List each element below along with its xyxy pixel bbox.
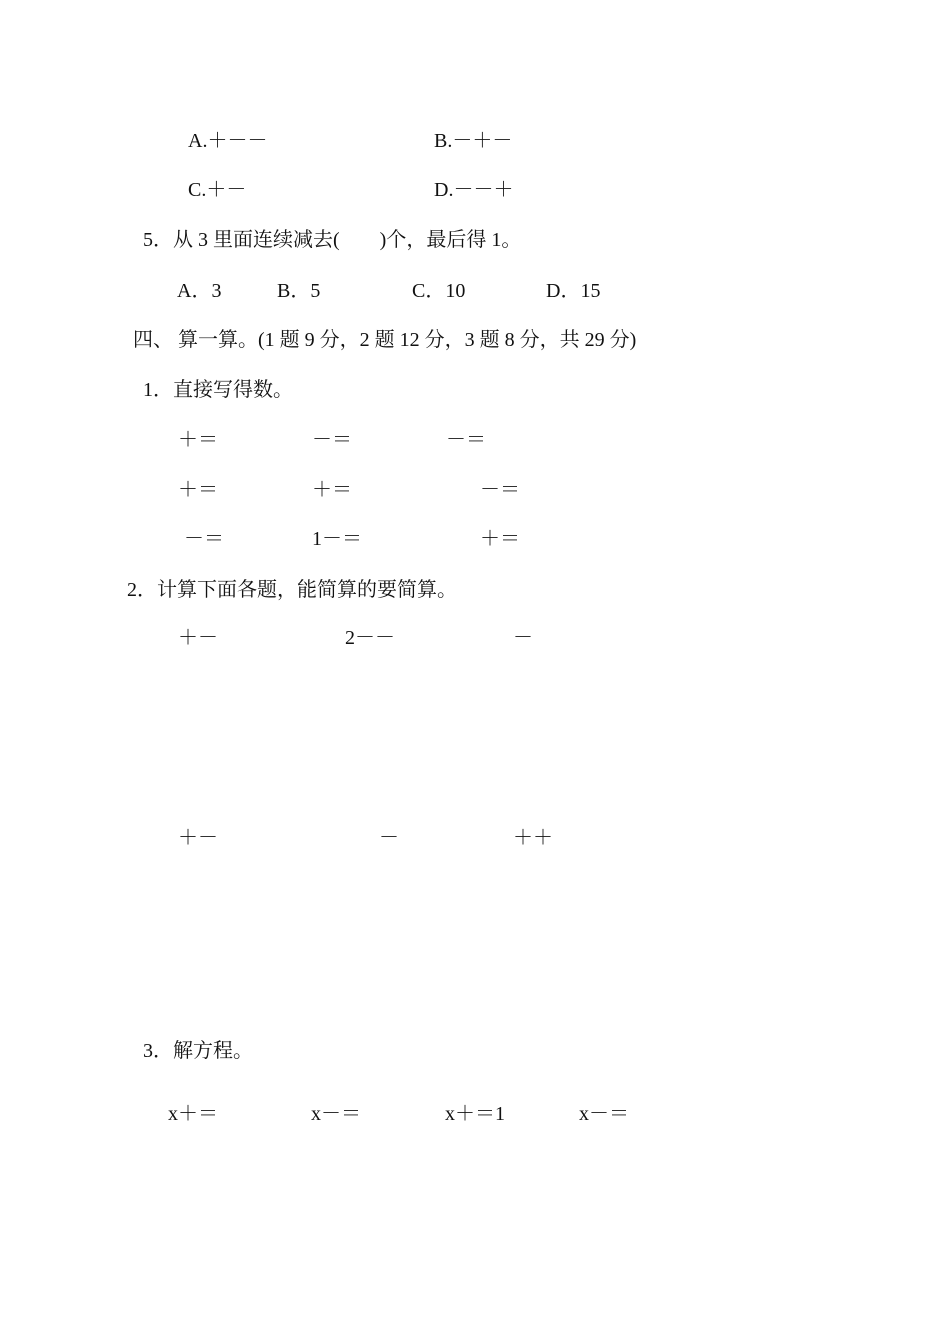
q4-option-d: D.－－＋ — [434, 179, 514, 201]
sub1-item: －＝ — [312, 429, 352, 451]
sub1-title: 1．直接写得数。 — [143, 379, 293, 401]
section-4-heading: 四、 算一算。(1 题 9 分，2 题 12 分，3 题 8 分，共 29 分) — [133, 329, 637, 351]
sub2-item: － — [513, 627, 533, 649]
sub3-equation: x＋＝1 — [445, 1103, 505, 1125]
q4-option-a: A.＋－－ — [188, 130, 268, 152]
sub1-item: ＋＝ — [178, 429, 218, 451]
sub1-item: ＋＝ — [480, 528, 520, 550]
sub3-equation: x－＝ — [311, 1103, 361, 1125]
sub2-item: ＋－ — [178, 827, 218, 849]
q5-stem: 5．从 3 里面连续减去( )个，最后得 1。 — [143, 229, 522, 251]
q5-option-a: A．3 — [177, 280, 222, 302]
q5-option-b: B．5 — [277, 280, 321, 302]
sub1-item: ＋＝ — [312, 479, 352, 501]
sub1-item: －＝ — [446, 429, 486, 451]
sub1-item: －＝ — [480, 479, 520, 501]
sub3-equation: x－＝ — [579, 1103, 629, 1125]
sub1-item: 1－＝ — [312, 528, 362, 550]
sub1-item: ＋＝ — [178, 479, 218, 501]
q4-option-c: C.＋－ — [188, 179, 247, 201]
sub1-item: －＝ — [184, 528, 224, 550]
sub2-title: 2．计算下面各题，能简算的要简算。 — [127, 579, 457, 601]
sub3-title: 3．解方程。 — [143, 1040, 253, 1062]
sub2-item: ＋－ — [178, 627, 218, 649]
q4-option-b: B.－＋－ — [434, 130, 513, 152]
sub2-item: 2－－ — [345, 627, 395, 649]
sub2-item: ＋＋ — [513, 827, 553, 849]
sub2-item: － — [379, 827, 399, 849]
q5-option-d: D．15 — [546, 280, 601, 302]
sub3-equation: x＋＝ — [168, 1103, 218, 1125]
q5-option-c: C．10 — [412, 280, 466, 302]
